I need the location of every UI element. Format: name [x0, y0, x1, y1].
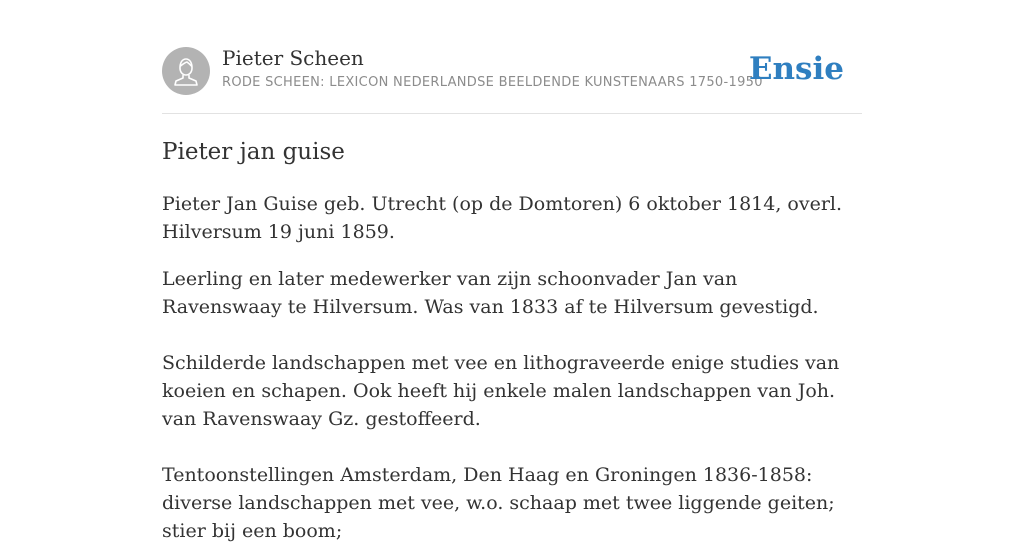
author-name[interactable]: Pieter Scheen: [222, 46, 364, 70]
article-paragraph: Leerling en later medewerker van zijn schoonvader Jan van Ravenswaay te Hilversum. Was van 1833 af te Hilversum gevestigd.: [162, 268, 819, 318]
article-paragraph: Schilderde landschappen met vee en lithograveerde enige studies van koeien en schapen. Ook heeft hij enkele malen landschappen van Joh. van Ravenswaay Gz. gestoffeerd.: [162, 352, 840, 430]
article-header: [162, 0, 862, 114]
author-avatar[interactable]: [162, 47, 210, 95]
article-title: Pieter jan guise: [162, 139, 345, 165]
user-silhouette-icon: [162, 47, 210, 95]
article-body: [162, 190, 862, 545]
article-paragraph: Pieter Jan Guise geb. Utrecht (op de Domtoren) 6 oktober 1814, overl. Hilversum 19 juni 1859.: [162, 193, 843, 243]
source-name[interactable]: RODE SCHEEN: LEXICON NEDERLANDSE BEELDENDE KUNSTENAARS 1750-1950: [222, 75, 763, 90]
article-container: [162, 0, 862, 542]
ensie-logo[interactable]: Ensie: [748, 51, 844, 87]
article-paragraph: Tentoonstellingen Amsterdam, Den Haag en Groningen 1836-1858: diverse landschappen met vee, w.o. schaap met twee liggende geiten; stier bij een boom;: [162, 464, 835, 542]
